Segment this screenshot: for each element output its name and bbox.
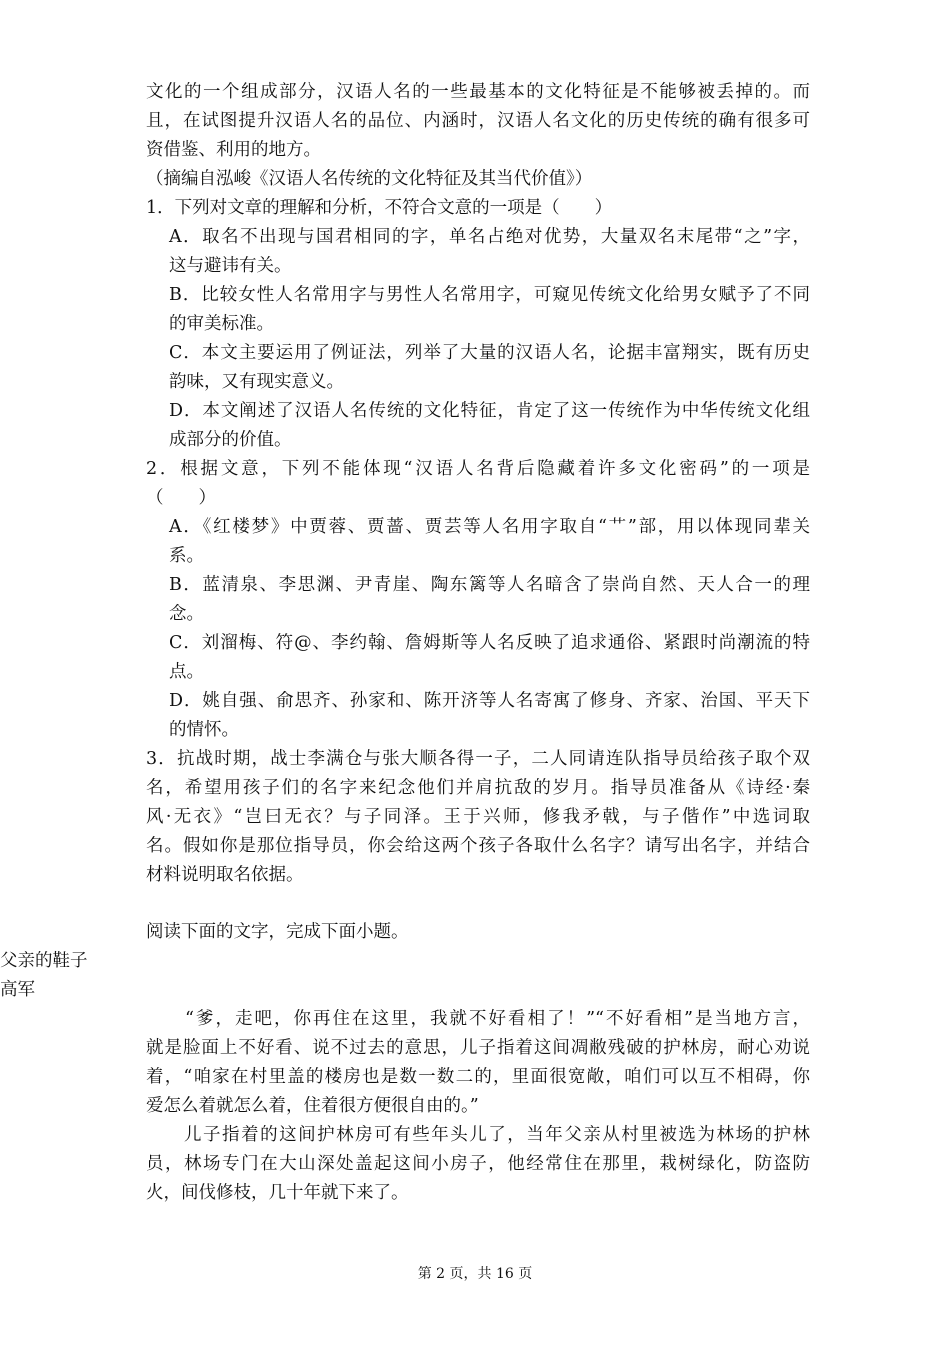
- question-stem: 材料说明取名依据。: [146, 865, 304, 885]
- question-stem: 2．根据文意，下列不能体现“汉语人名背后隐藏着许多文化密码”的一项是: [146, 459, 810, 479]
- reading-instruction: 阅读下面的文字，完成下面小题。: [146, 922, 409, 942]
- option-line: D．本文阐述了汉语人名传统的文化特征，肯定了这一传统作为中华传统文化组: [169, 401, 810, 421]
- passage-line: 且，在试图提升汉语人名的品位、内涵时，汉语人名文化的历史传统的确有很多可: [146, 111, 810, 131]
- option-line: D．姚自强、俞思齐、孙家和、陈开济等人名寄寓了修身、齐家、治国、平天下: [169, 691, 810, 711]
- option-line: 韵味，又有现实意义。: [169, 372, 344, 392]
- option-line: C．本文主要运用了例证法，列举了大量的汉语人名，论据丰富翔实，既有历史: [169, 343, 810, 363]
- question-stem: 1．下列对文章的理解和分析，不符合文意的一项是（ ）: [146, 198, 613, 218]
- option-line: 成部分的价值。: [169, 430, 292, 450]
- question-stem: 3．抗战时期，战士李满仓与张大顺各得一子，二人同请连队指导员给孩子取个双: [146, 749, 810, 769]
- option-line: 念。: [169, 604, 204, 624]
- option-line: B．蓝清泉、李思渊、尹青崖、陶东篱等人名暗含了崇尚自然、天人合一的理: [169, 575, 810, 595]
- article-line: 爱怎么着就怎么着，住着很方便很自由的。”: [146, 1096, 479, 1116]
- article-line: 员，林场专门在大山深处盖起这间小房子，他经常住在那里，栽树绿化，防盗防: [146, 1154, 810, 1174]
- option-line: 点。: [169, 662, 204, 682]
- article-line: 火，间伐修枝，几十年就下来了。: [146, 1183, 409, 1203]
- question-stem: 风·无衣》“岂曰无衣？与子同泽。王于兴师，修我矛戟，与子偕作”中选词取: [146, 807, 810, 827]
- option-line: 这与避讳有关。: [169, 256, 292, 276]
- article-author: 高军: [0, 980, 35, 1000]
- article-line: 就是脸面上不好看、说不过去的意思，儿子指着这间凋敝残破的护林房，耐心劝说: [146, 1038, 810, 1058]
- article-line: 着，“咱家在村里盖的楼房也是数一数二的，里面很宽敞，咱们可以互不相碍，你: [146, 1067, 810, 1087]
- article-title: 父亲的鞋子: [0, 951, 88, 971]
- option-line: A．《红楼梦》中贾蓉、贾蔷、贾芸等人名用字取自“艹”部，用以体现同辈关: [169, 517, 810, 537]
- article-line: 儿子指着的这间护林房可有些年头儿了，当年父亲从村里被选为林场的护林: [146, 1125, 810, 1145]
- option-line: C．刘溜梅、符@、李约翰、詹姆斯等人名反映了追求通俗、紧跟时尚潮流的特: [169, 633, 810, 653]
- option-line: B．比较女性人名常用字与男性人名常用字，可窥见传统文化给男女赋予了不同: [169, 285, 810, 305]
- question-stem: （ ）: [146, 488, 216, 508]
- option-line: 的情怀。: [169, 720, 239, 740]
- passage-line: 资借鉴、利用的地方。: [146, 140, 321, 160]
- passage-line: 文化的一个组成部分，汉语人名的一些最基本的文化特征是不能够被丢掉的。而: [146, 82, 810, 102]
- option-line: 的审美标准。: [169, 314, 274, 334]
- source-citation: （摘编自泓峻《汉语人名传统的文化特征及其当代价值》）: [146, 169, 593, 189]
- option-line: 系。: [169, 546, 204, 566]
- page-footer: 第 2 页，共 16 页: [417, 1266, 533, 1282]
- option-line: A．取名不出现与国君相同的字，单名占绝对优势，大量双名末尾带“之”字，: [169, 227, 810, 247]
- article-line: “爹，走吧，你再住在这里，我就不好看相了！”“不好看相”是当地方言，: [146, 1009, 810, 1029]
- question-stem: 名，希望用孩子们的名字来纪念他们并肩抗敌的岁月。指导员准备从《诗经·秦: [146, 778, 810, 798]
- question-stem: 名。假如你是那位指导员，你会给这两个孩子各取什么名字？请写出名字，并结合: [146, 836, 810, 856]
